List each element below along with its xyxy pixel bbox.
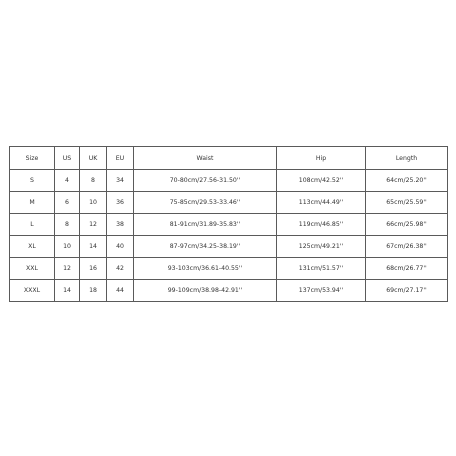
header-us: US [55,147,80,170]
cell-hip: 137cm/53.94'' [277,280,366,302]
cell-waist: 87-97cm/34.25-38.19'' [134,236,277,258]
cell-us: 10 [55,236,80,258]
cell-us: 8 [55,214,80,236]
size-chart-table [9,146,448,302]
table-row [10,258,448,280]
cell-us: 4 [55,170,80,192]
cell-eu: 44 [107,280,134,302]
cell-length: 66cm/25.98'' [366,214,448,236]
cell-waist: 75-85cm/29.53-33.46'' [134,192,277,214]
table-header [10,147,448,170]
cell-waist: 81-91cm/31.89-35.83'' [134,214,277,236]
cell-length: 64cm/25.20'' [366,170,448,192]
header-uk: UK [80,147,107,170]
cell-size: XXL [10,258,55,280]
cell-hip: 108cm/42.52'' [277,170,366,192]
cell-eu: 34 [107,170,134,192]
header-hip: Hip [277,147,366,170]
cell-us: 14 [55,280,80,302]
cell-uk: 8 [80,170,107,192]
header-length: Length [366,147,448,170]
cell-eu: 38 [107,214,134,236]
cell-us: 6 [55,192,80,214]
cell-length: 68cm/26.77'' [366,258,448,280]
cell-hip: 131cm/51.57'' [277,258,366,280]
cell-waist: 70-80cm/27.56-31.50'' [134,170,277,192]
cell-uk: 18 [80,280,107,302]
table-row [10,236,448,258]
table-body [10,170,448,302]
cell-hip: 113cm/44.49'' [277,192,366,214]
cell-uk: 14 [80,236,107,258]
cell-waist: 99-109cm/38.98-42.91'' [134,280,277,302]
cell-length: 67cm/26.38'' [366,236,448,258]
cell-us: 12 [55,258,80,280]
cell-eu: 40 [107,236,134,258]
table-row [10,280,448,302]
table-row [10,214,448,236]
header-size: Size [10,147,55,170]
cell-size: XXXL [10,280,55,302]
cell-uk: 12 [80,214,107,236]
cell-length: 65cm/25.59'' [366,192,448,214]
cell-size: S [10,170,55,192]
header-eu: EU [107,147,134,170]
cell-eu: 42 [107,258,134,280]
cell-uk: 10 [80,192,107,214]
cell-size: L [10,214,55,236]
cell-size: XL [10,236,55,258]
cell-hip: 125cm/49.21'' [277,236,366,258]
cell-length: 69cm/27.17'' [366,280,448,302]
table-row [10,170,448,192]
cell-eu: 36 [107,192,134,214]
header-row [10,147,448,170]
cell-hip: 119cm/46.85'' [277,214,366,236]
cell-waist: 93-103cm/36.61-40.55'' [134,258,277,280]
header-waist: Waist [134,147,277,170]
table-row [10,192,448,214]
cell-size: M [10,192,55,214]
cell-uk: 16 [80,258,107,280]
